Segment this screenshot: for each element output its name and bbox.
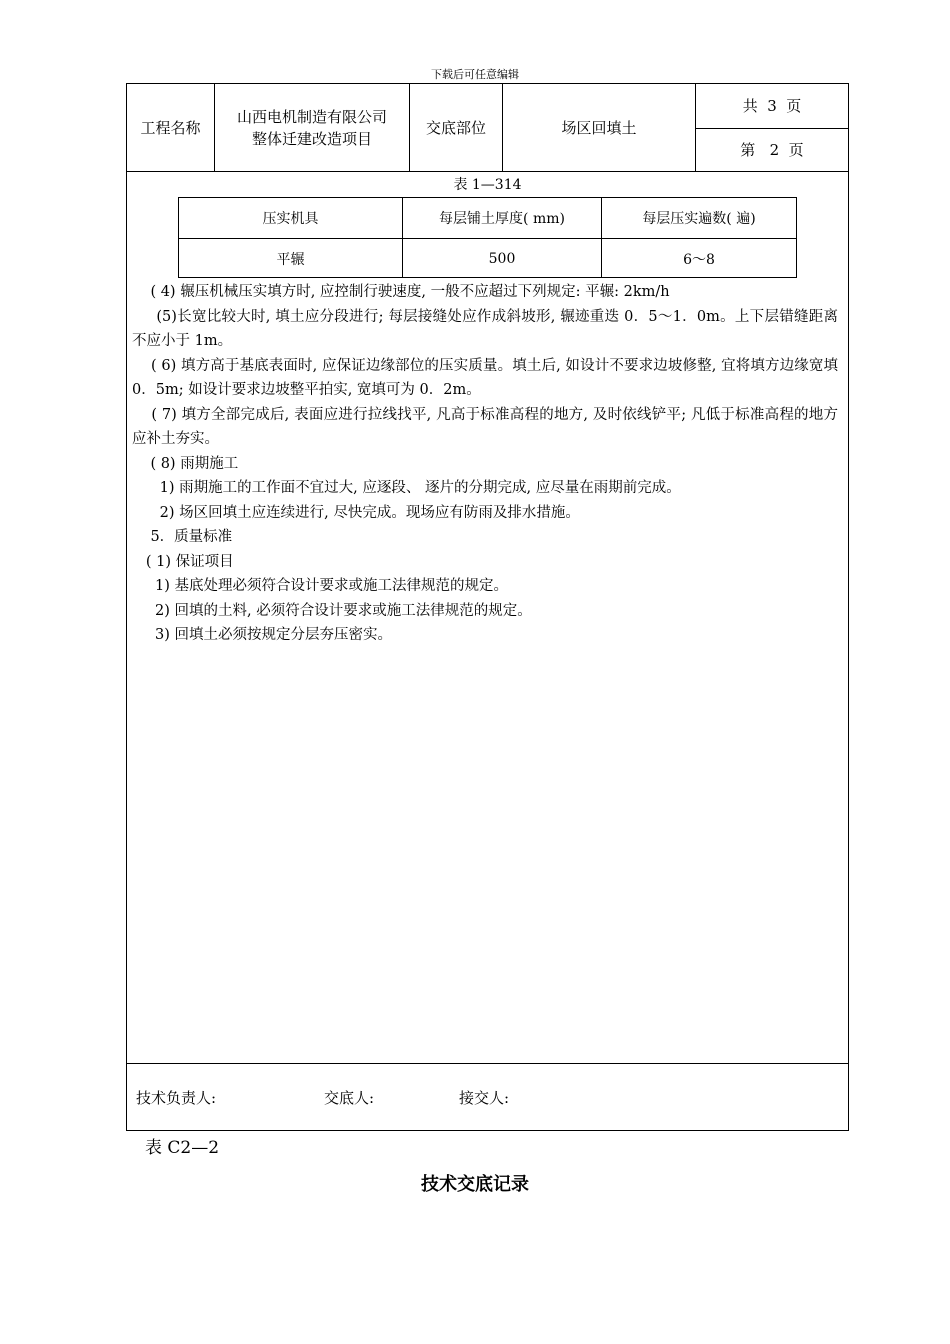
receiver-signature: 接交人:: [459, 1089, 510, 1107]
paragraph: ( 8) 雨期施工: [132, 455, 239, 472]
table-cell: 平辗: [276, 252, 305, 268]
table-cell: 6～8: [683, 252, 715, 268]
table-cell: 500: [488, 251, 516, 267]
disclosure-part-value: 场区回填土: [561, 118, 637, 137]
paragraph: 5．质量标准: [132, 529, 233, 545]
paragraph: ( 4) 辗压机械压实填方时, 应控制行驶速度, 一般不应超过下列规定: 平辗: 2km/h: [132, 284, 670, 300]
table-caption: 表 1—314: [453, 177, 522, 193]
column-header: 每层铺土厚度( mm): [439, 211, 565, 227]
compaction-table: [178, 197, 797, 278]
body-text: [132, 280, 843, 648]
header-table: [126, 83, 849, 172]
tech-lead-signature: 技术负责人:: [136, 1089, 217, 1107]
project-name-value: [215, 84, 409, 171]
project-name-label: 工程名称: [140, 118, 201, 137]
page-number: 第 2 页: [740, 141, 804, 159]
paragraph: 2) 回填的土料, 必须符合设计要求或施工法律规范的规定。: [132, 602, 532, 619]
paragraph: 2) 场区回填土应连续进行, 尽快完成。现场应有防雨及排水措施。: [132, 504, 580, 521]
paragraph: ( 6) 填方高于基底表面时, 应保证边缘部位的压实质量。填土后, 如设计不要求边坡修整, 宜将填方边缘宽填 0．5m; 如设计要求边坡整平拍实, 宽填可为 0．2m。: [132, 357, 843, 398]
column-header: 压实机具: [262, 211, 319, 227]
signature-divider: [126, 1063, 849, 1064]
paragraph: ( 1) 保证项目: [132, 553, 234, 570]
project-name-line1: 山西电机制造有限公司: [236, 107, 387, 126]
total-pages: 共 3 页: [742, 97, 802, 115]
paragraph: 1) 雨期施工的工作面不宜过大, 应逐段、 逐片的分期完成, 应尽量在雨期前完成。: [132, 480, 681, 496]
form-number: 表 C2—2: [145, 1138, 220, 1158]
disclosure-part-label: 交底部位: [425, 118, 486, 137]
paragraph: 1) 基底处理必须符合设计要求或施工法律规范的规定。: [132, 578, 509, 594]
watermark-text: 下载后可任意编辑: [431, 68, 519, 81]
paragraph: 3) 回填土必须按规定分层夯压密实。: [132, 627, 393, 643]
next-page-title: 技术交底记录: [421, 1174, 529, 1195]
column-header: 每层压实遍数( 遍): [642, 211, 756, 227]
discloser-signature: 交底人:: [324, 1089, 375, 1107]
paragraph: ( 7) 填方全部完成后, 表面应进行拉线找平, 凡高于标准高程的地方, 及时依线铲平; 凡低于标准高程的地方应补土夯实。: [132, 406, 839, 447]
project-name-line2: 整体迁建改造项目: [251, 129, 372, 148]
paragraph: (5)长宽比较大时, 填土应分段进行; 每层接缝处应作成斜坡形, 辗迹重迭 0．5～1．0m。上下层错缝距离不应小于 1m。: [132, 308, 839, 349]
